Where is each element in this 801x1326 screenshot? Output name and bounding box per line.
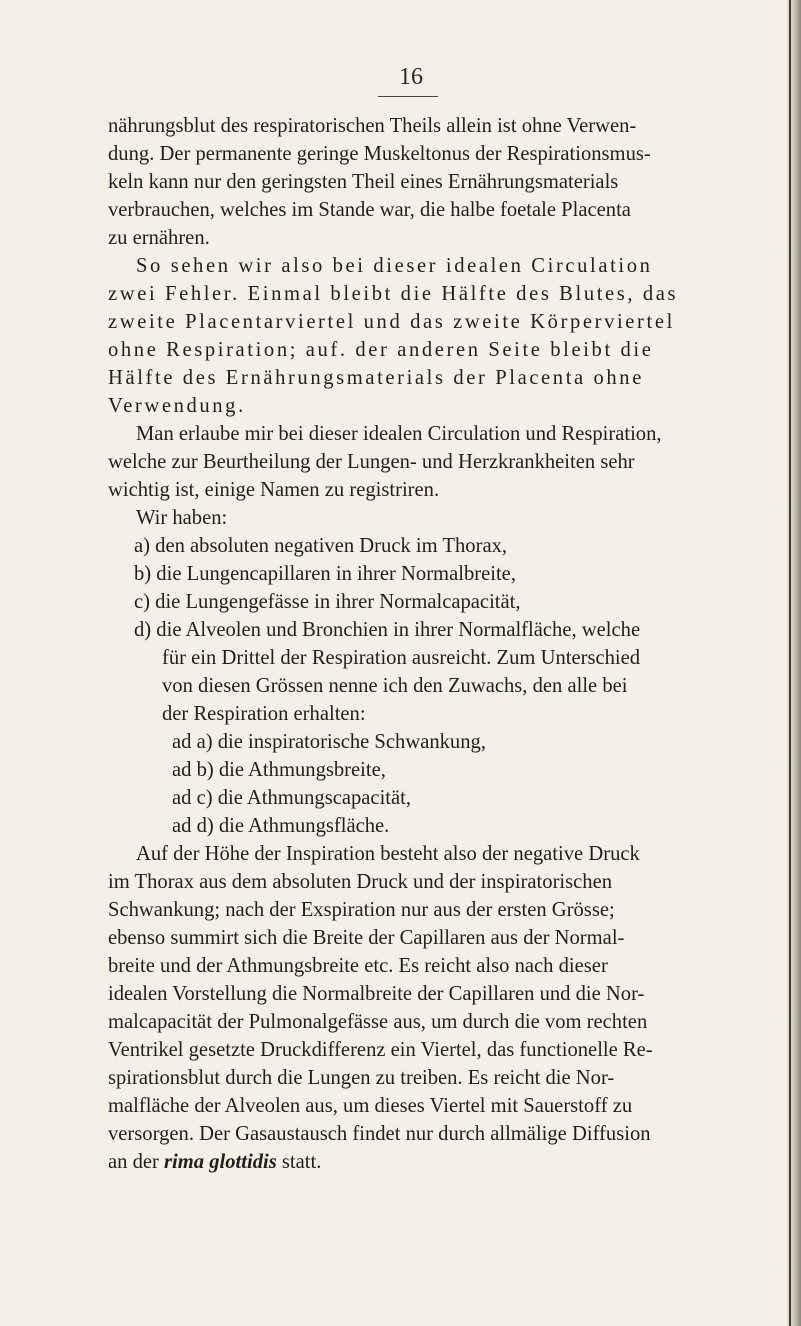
text-line: ebenso summirt sich die Breite der Capillaren aus der Normal- [108,927,625,949]
text-line: Auf der Höhe der Inspiration besteht also der negative Druck [136,843,640,865]
text-line: keln kann nur den geringsten Theil eines Ernährungsmaterials [108,171,619,193]
text-line: für ein Drittel der Respiration ausreicht. Zum Unterschied [162,647,641,669]
text-line: malfläche der Alveolen aus, um dieses Viertel mit Sauerstoff zu [108,1095,633,1117]
page-number: 16 [399,64,423,90]
text-line: Wir haben: [136,507,228,529]
text-line: idealen Vorstellung die Normalbreite der Capillaren und die Nor- [108,983,645,1005]
text-line: zu ernähren. [108,227,210,249]
text-line: wichtig ist, einige Namen zu registriren. [108,479,440,501]
text-line: welche zur Beurtheilung der Lungen- und Herzkrankheiten sehr [108,451,635,473]
text-line: zwei Fehler. Einmal bleibt die Hälfte des Blutes, das [108,283,679,305]
list-item: b) die Lungencapillaren in ihrer Normalbreite, [134,563,516,585]
text-line: Hälfte des Ernährungsmaterials der Placenta ohne [108,367,644,389]
text-line: verbrauchen, welches im Stande war, die halbe foetale Placenta [108,199,631,221]
text-fragment: statt. [281,1151,322,1173]
text-line: spirationsblut durch die Lungen zu treiben. Es reicht die Nor- [108,1067,615,1089]
list-item: ad b) die Athmungsbreite, [172,759,386,781]
text-fragment: an der [108,1151,159,1173]
list-item: d) die Alveolen und Bronchien in ihrer Normalfläche, welche [134,619,641,641]
italic-term: rima glottidis [164,1151,277,1173]
text-line: breite und der Athmungsbreite etc. Es reicht also nach dieser [108,955,608,977]
page-edge-line [789,0,791,1326]
text-line: ohne Respiration; auf. der anderen Seite bleibt die [108,339,654,361]
text-line: Man erlaube mir bei dieser idealen Circulation und Respiration, [136,423,662,445]
text-line: versorgen. Der Gasaustausch findet nur durch allmälige Diffusion [108,1123,651,1145]
list-item: ad a) die inspiratorische Schwankung, [172,731,486,753]
text-line: nährungsblut des respiratorischen Theils allein ist ohne Verwen- [108,115,637,137]
text-line: Verwendung. [108,395,246,417]
text-line: von diesen Grössen nenne ich den Zuwachs, den alle bei [162,675,628,697]
text-line-last [108,1148,321,1176]
text-line: im Thorax aus dem absoluten Druck und der inspiratorischen [108,871,613,893]
list-item: c) die Lungengefässe in ihrer Normalcapacität, [134,591,521,613]
text-line: Schwankung; nach der Exspiration nur aus der ersten Grösse; [108,899,615,921]
list-item: ad c) die Athmungscapacität, [172,787,412,809]
list-item: ad d) die Athmungsfläche. [172,815,390,837]
text-line: der Respiration erhalten: [162,703,366,725]
text-line: zweite Placentarviertel und das zweite Körperviertel [108,311,675,333]
text-line: malcapacität der Pulmonalgefässe aus, um durch die vom rechten [108,1011,648,1033]
page-number-rule [378,96,438,97]
text-line: dung. Der permanente geringe Muskeltonus der Respirationsmus- [108,143,651,165]
text-line: So sehen wir also bei dieser idealen Circulation [136,255,653,277]
list-item: a) den absoluten negativen Druck im Thorax, [134,535,508,557]
text-line: Ventrikel gesetzte Druckdifferenz ein Viertel, das functionelle Re- [108,1039,653,1061]
